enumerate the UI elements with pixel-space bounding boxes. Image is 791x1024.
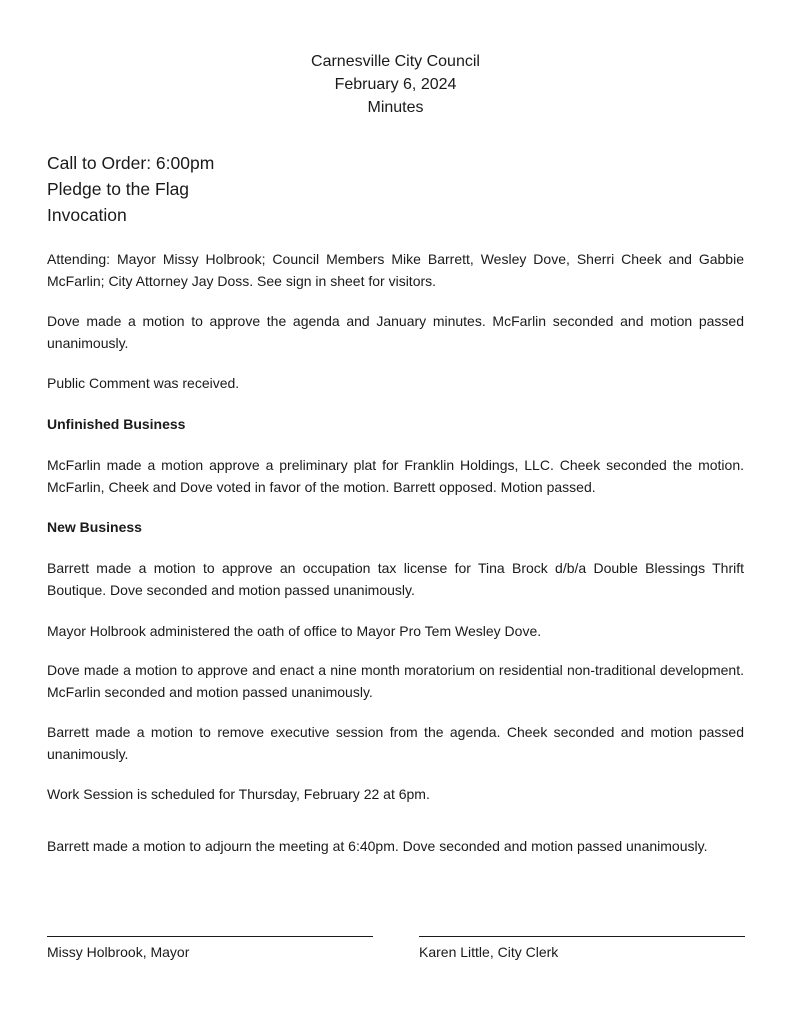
- oath-paragraph: Mayor Holbrook administered the oath of office to Mayor Pro Tem Wesley Dove.: [47, 623, 542, 639]
- unfinished-business-heading: Unfinished Business: [47, 416, 186, 432]
- public-comment-paragraph: Public Comment was received.: [47, 375, 240, 391]
- executive-session-paragraph: Barrett made a motion to remove executive session from the agenda. Cheek seconded and motion passed unanimously.: [47, 724, 744, 762]
- council-name: Carnesville City Council: [311, 53, 480, 70]
- plat-motion-paragraph: McFarlin made a motion approve a preliminary plat for Franklin Holdings, LLC. Cheek seconded the motion. McFarlin, Cheek and Dove voted in favor of the motion. Barrett opposed. Motion passed.: [47, 457, 744, 495]
- invocation: Invocation: [47, 205, 127, 225]
- opening-items: [47, 150, 214, 228]
- mayor-signature-label: Missy Holbrook, Mayor: [47, 944, 190, 960]
- tax-license-paragraph: Barrett made a motion to approve an occupation tax license for Tina Brock d/b/a Double Blessings Thrift Boutique. Dove seconded and motion passed unanimously.: [47, 560, 744, 598]
- document-header: [0, 50, 791, 119]
- new-business-heading: New Business: [47, 519, 142, 535]
- call-to-order: Call to Order: 6:00pm: [47, 153, 215, 173]
- moratorium-paragraph: Dove made a motion to approve and enact a nine month moratorium on residential non-traditional development. McFarlin seconded and motion passed unanimously.: [47, 662, 744, 700]
- document-type: Minutes: [367, 99, 424, 116]
- work-session-paragraph: Work Session is scheduled for Thursday, February 22 at 6pm.: [47, 786, 430, 802]
- adjourn-paragraph: Barrett made a motion to adjourn the meeting at 6:40pm. Dove seconded and motion passed unanimously.: [47, 838, 708, 854]
- pledge: Pledge to the Flag: [47, 179, 190, 199]
- mayor-signature-line: [47, 936, 373, 937]
- meeting-date: February 6, 2024: [334, 76, 457, 93]
- attending-paragraph: Attending: Mayor Missy Holbrook; Council Members Mike Barrett, Wesley Dove, Sherri Cheek and Gabbie McFarlin; City Attorney Jay Doss. See sign in sheet for visitors.: [47, 251, 744, 289]
- agenda-motion-paragraph: Dove made a motion to approve the agenda and January minutes. McFarlin seconded and motion passed unanimously.: [47, 313, 744, 351]
- clerk-signature-line: [419, 936, 745, 937]
- clerk-signature-label: Karen Little, City Clerk: [419, 944, 559, 960]
